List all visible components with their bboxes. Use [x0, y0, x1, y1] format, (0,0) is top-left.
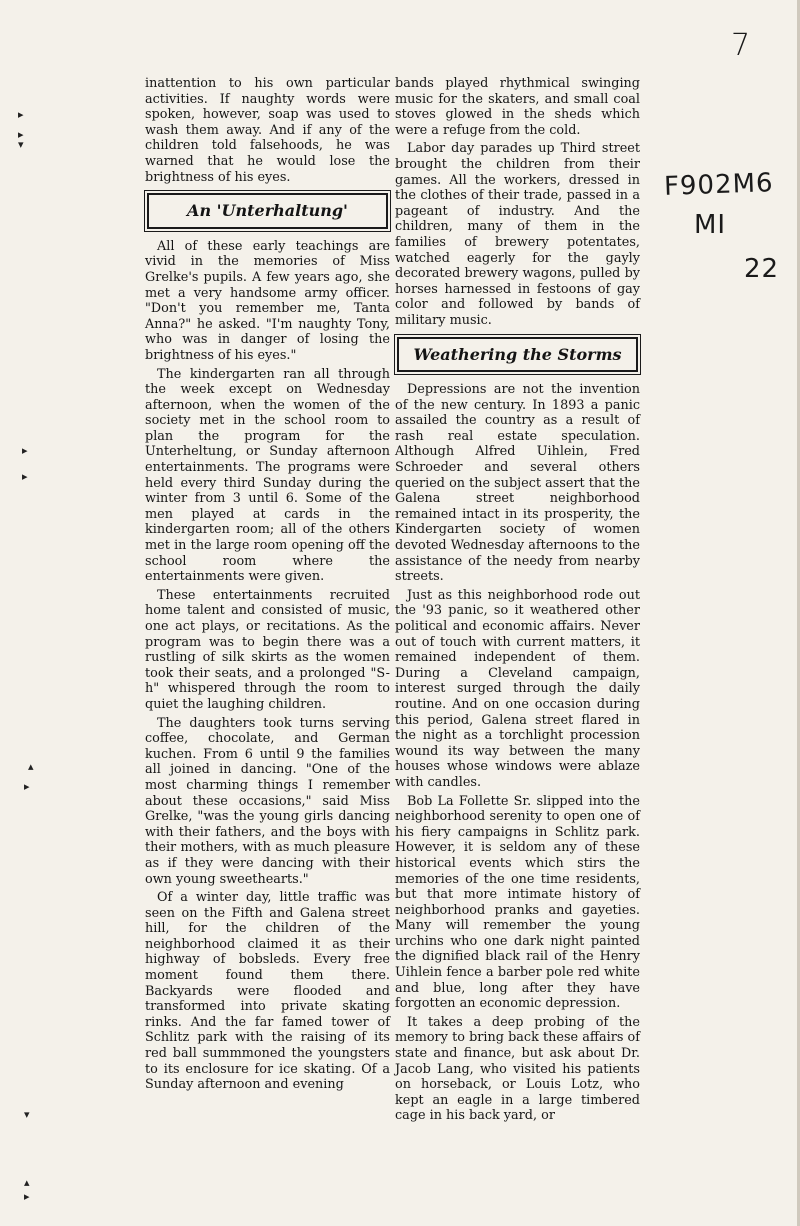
- paragraph: Depressions are not the invention of the new century. In 1893 a panic assailed the country as a result of rash real estate speculation. Although Alfred Uihlein, Fred Schroeder and several others queried on the subject assert that the Galena street neighborhood remained intact in its prosperity, the Kindergarten society of women devoted Wednesday afternoons to the assistance of the needy from nearby streets.: [395, 382, 640, 585]
- paragraph: The daughters took turns serving coffee, chocolate, and German kuchen. From 6 until 9 the families all joined in dancing. "One of the most charming things I remember about these occasions," said Miss Grelke, "was the young girls dancing with their fathers, and the boys with their mothers, with as much pleasure as if they were dancing with their own young sweethearts.": [145, 715, 390, 887]
- article-column-right: [395, 76, 640, 1127]
- margin-dot-mark: ▸: [24, 1190, 30, 1203]
- paragraph: It takes a deep probing of the memory to bring back these affairs of state and finance, but ask about Dr. Jacob Lang, who visited his patients on horseback, or Louis Lotz, who kept an eagle in a large timbered cage in his back yard, or: [395, 1014, 640, 1124]
- margin-dot-mark: ▸: [24, 780, 30, 793]
- paragraph: The kindergarten ran all through the week except on Wednesday afternoon, when the women of the society met in the school room to plan the program for the Unterheltung, or Sunday afternoon entertainments. The programs were held every third Sunday during the winter from 3 until 6. Some of the men played at cards in the kindergarten room; all of the others met in the large room opening off the school room where the entertainments were given.: [145, 366, 390, 585]
- margin-dot-mark: ▸: [18, 108, 24, 121]
- article-column-left: [145, 76, 390, 1096]
- paragraph: Of a winter day, little traffic was seen on the Fifth and Galena street hill, for the children of the neighborhood claimed it as their highway of bobsleds. Every free moment found them there. Backyards were flooded and transformed into private skating rinks. And the far famed tower of Schlitz park with the raising of its red ball summmoned the youngsters to its enclosure for ice skating. Of a Sunday afternoon and evening: [145, 890, 390, 1093]
- paragraph: inattention to his own particular activities. If naughty words were spoken, however, soap was used to wash them away. And if any of the children told falsehoods, he was warned that he would lose the brightness of his eyes.: [145, 76, 390, 185]
- section-heading: An 'Unterhaltung': [147, 193, 388, 229]
- margin-dot-mark: ▸: [22, 470, 28, 483]
- margin-dot-mark: ▴: [24, 1176, 30, 1189]
- paragraph: All of these early teachings are vivid in the memories of Miss Grelke's pupils. A few years ago, she met a very handsome army officer. "Don't you remember me, Tanta Anna?" he asked. "I'm naughty Tony, who was in danger of losing the brightness of his eyes.": [145, 238, 390, 363]
- margin-dot-mark: ▾: [24, 1108, 30, 1121]
- section-heading: Weathering the Storms: [397, 337, 638, 373]
- margin-dot-mark: ▸: [22, 444, 28, 457]
- paragraph: Labor day parades up Third street brought the children from their games. All the workers, dressed in the clothes of their trade, passed in a pageant of industry. And the children, many of them in the families of brewery potentates, watched eagerly for the gayly decorated brewery wagons, pulled by horses harnessed in festoons of gay color and followed by bands of military music.: [395, 141, 640, 328]
- handwritten-code: F902M6: [663, 168, 775, 202]
- paragraph: bands played rhythmical swinging music for the skaters, and small coal stoves glowed in the sheds which were a refuge from the cold.: [395, 76, 640, 138]
- margin-dot-mark: ▾: [18, 138, 24, 151]
- paragraph: These entertainments recruited home talent and consisted of music, one act plays, or recitations. As the program was to begin there was a rustling of silk skirts as the women took their seats, and a prolonged "S-h" whispered through the room to quiet the laughing children.: [145, 587, 390, 712]
- paragraph: Bob La Follette Sr. slipped into the neighborhood serenity to open one of his fiery campaigns in Schlitz park. However, it is seldom any of these historical events which stirs the memories of the one time residents, but that more intimate history of neighborhood pranks and gayeties. Many will remember the young urchins who one dark night painted the dignified black rail of the Henry Uihlein fence a barber pole red white and blue, long after they have forgotten an economic depression.: [395, 793, 640, 1012]
- handwritten-page-number: 7: [731, 28, 752, 63]
- handwritten-mark: MI: [694, 210, 727, 240]
- margin-dot-mark: ▴: [28, 760, 34, 773]
- handwritten-number: 22: [744, 254, 780, 284]
- margin-dot-mark: ▸: [18, 128, 24, 141]
- paragraph: Just as this neighborhood rode out the '93 panic, so it weathered other political and economic affairs. Never out of touch with current matters, it remained independent of them. During a Cleveland campaign, interest surged through the daily routine. And on one occasion during this period, Galena street flared in the night as a torchlight procession wound its way between the many houses whose windows were ablaze with candles.: [395, 587, 640, 790]
